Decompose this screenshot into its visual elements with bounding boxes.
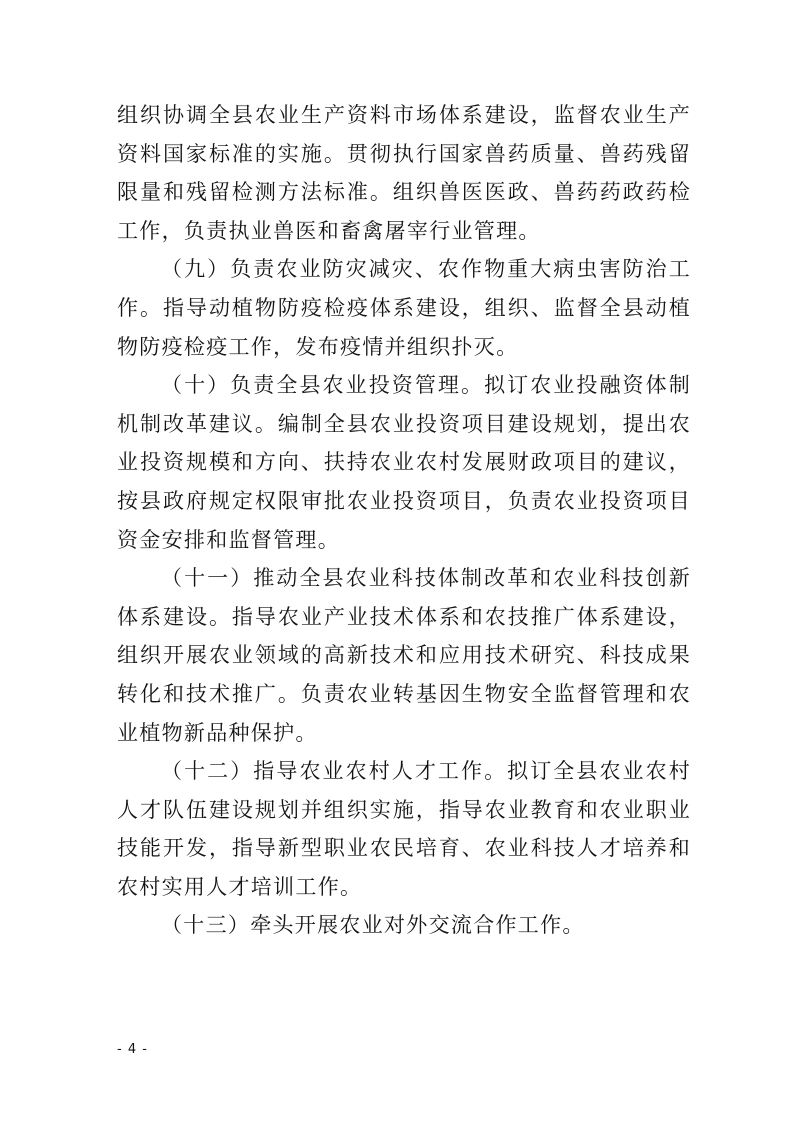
- paragraph-item-10: （十）负责全县农业投资管理。拟订农业投融资体制机制改革建议。编制全县农业投资项目建设规划，提出农业投资规模和方向、扶持农业农村发展财政项目的建议，按县政府规定权限审批农业投资项目，负责农业投资项目资金安排和监督管理。: [117, 373, 691, 552]
- paragraph-item-9: （九）负责农业防灾减灾、农作物重大病虫害防治工作。指导动植物防疫检疫体系建设，组织、监督全县动植物防疫检疫工作，发布疫情并组织扑灭。: [117, 257, 691, 359]
- paragraph-item-11: （十一）推动全县农业科技体制改革和农业科技创新体系建设。指导农业产业技术体系和农技推广体系建设，组织开展农业领域的高新技术和应用技术研究、科技成果转化和技术推广。负责农业转基因生物安全监督管理和农业植物新品种保护。: [117, 566, 691, 745]
- page-number: - 4 -: [117, 1042, 148, 1057]
- document-body: [117, 96, 691, 945]
- paragraph-item-13: （十三）牵头开展农业对外交流合作工作。: [161, 913, 585, 938]
- paragraph-continuation: 组织协调全县农业生产资料市场体系建设，监督农业生产资料国家标准的实施。贯彻执行国家兽药质量、兽药残留限量和残留检测方法标准。组织兽医医政、兽药药政药检工作，负责执业兽医和畜禽屠宰行业管理。: [117, 103, 691, 243]
- paragraph-item-12: （十二）指导农业农村人才工作。拟订全县农业农村人才队伍建设规划并组织实施，指导农业教育和农业职业技能开发，指导新型职业农民培育、农业科技人才培养和农村实用人才培训工作。: [117, 759, 691, 899]
